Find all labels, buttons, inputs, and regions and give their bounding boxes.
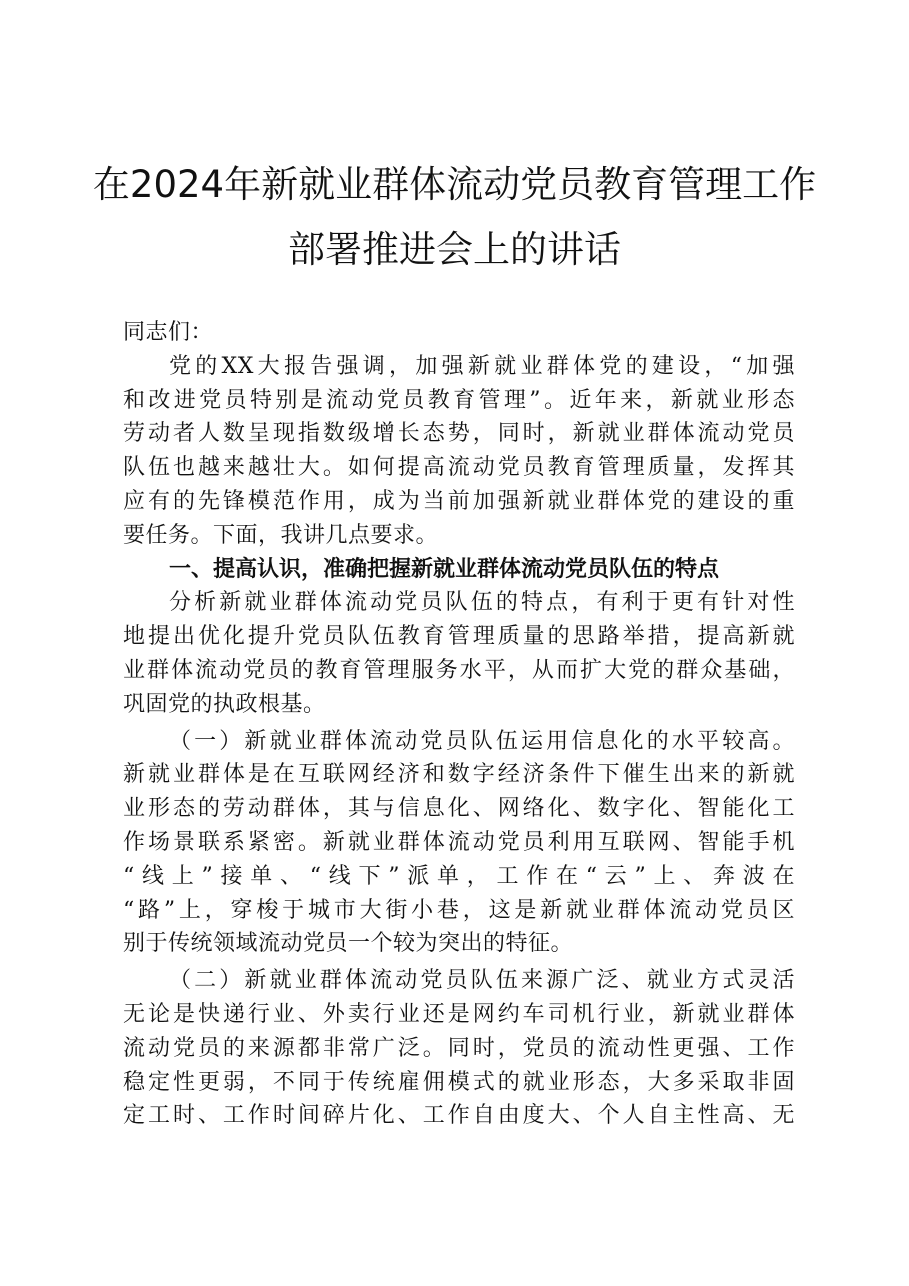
paragraph-line: 要任务。下面，我讲几点要求。 bbox=[123, 522, 439, 548]
paragraph-line: 别于传统领域流动党员一个较为突出的特征。 bbox=[123, 931, 574, 957]
document-title-line-1: 在2024年新就业群体流动党员教育管理工作 bbox=[92, 163, 817, 206]
paragraph-line: 定工时、工作时间碎片化、工作自由度大、个人自主性高、无 bbox=[123, 1103, 795, 1129]
paragraph-line: 作场景联系紧密。新就业群体流动党员利用互联网、智能手机 bbox=[123, 829, 795, 855]
paragraph-line: 巩固党的执政根基。 bbox=[123, 691, 326, 717]
paragraph-line: 无论是快递行业、外卖行业还是网约车司机行业，新就业群体 bbox=[123, 1001, 795, 1027]
document-body bbox=[123, 316, 795, 1133]
salutation: 同志们： bbox=[123, 320, 214, 345]
paragraph-line: 党的XX大报告强调，加强新就业群体党的建设，“加强 bbox=[169, 353, 795, 379]
paragraph-line: “路”上，穿梭于城市大街小巷，这是新就业群体流动党员区 bbox=[123, 897, 795, 923]
subsection-heading: （一）新就业群体流动党员队伍运用信息化的水平较高。 bbox=[169, 728, 795, 754]
paragraph-line: 流动党员的来源都非常广泛。同时，党员的流动性更强、工作 bbox=[123, 1035, 795, 1061]
paragraph-line: 应有的先锋模范作用，成为当前加强新就业群体党的建设的重 bbox=[123, 488, 795, 514]
document-title-line-2: 部署推进会上的讲话 bbox=[288, 228, 621, 271]
paragraph-line: 和改进党员特别是流动党员教育管理”。近年来，新就业形态 bbox=[123, 387, 795, 413]
paragraph-line: 队伍也越来越壮大。如何提高流动党员教育管理质量，发挥其 bbox=[123, 455, 795, 481]
paragraph-line: 业群体流动党员的教育管理服务水平，从而扩大党的群众基础， bbox=[123, 657, 795, 683]
paragraph-line: 业形态的劳动群体，其与信息化、网络化、数字化、智能化工 bbox=[123, 796, 795, 822]
paragraph-line: 稳定性更弱，不同于传统雇佣模式的就业形态，大多采取非固 bbox=[123, 1069, 795, 1095]
paragraph-line: 分析新就业群体流动党员队伍的特点，有利于更有针对性 bbox=[169, 590, 795, 616]
subsection-heading: （二）新就业群体流动党员队伍来源广泛、就业方式灵活 bbox=[169, 968, 795, 994]
paragraph-line: 新就业群体是在互联网经济和数字经济条件下催生出来的新就 bbox=[123, 762, 795, 788]
paragraph-line: “线上”接单、“线下”派单，工作在“云”上、奔波在 bbox=[123, 863, 795, 889]
section-heading: 一、提高认识，准确把握新就业群体流动党员队伍的特点 bbox=[169, 556, 720, 582]
paragraph-line: 地提出优化提升党员队伍教育管理质量的思路举措，提高新就 bbox=[123, 624, 795, 650]
paragraph-line: 劳动者人数呈现指数级增长态势，同时，新就业群体流动党员 bbox=[123, 421, 795, 447]
